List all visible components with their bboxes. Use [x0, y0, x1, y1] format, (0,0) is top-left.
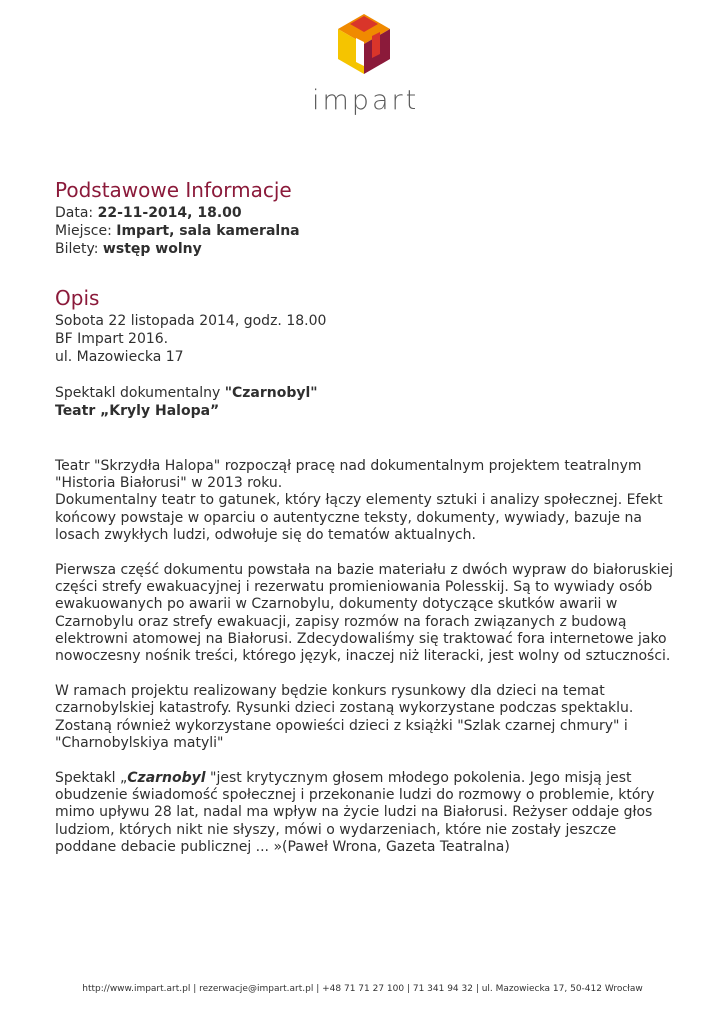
- p4-title: Czarnobyl: [127, 770, 206, 787]
- opis-venue-line: BF Impart 2016.: [55, 331, 169, 347]
- place-value: Impart, sala kameralna: [116, 223, 300, 239]
- tickets-line: Bilety: wstęp wolny: [55, 241, 202, 257]
- place-line: Miejsce: Impart, sala kameralna: [55, 223, 300, 239]
- footer-contact: http://www.impart.art.pl | rezerwacje@impart.art.pl | +48 71 71 27 100 | 71 341 94 32 | ul. Mazowiecka 17, 50-412 Wrocław: [82, 984, 643, 994]
- tickets-value: wstęp wolny: [102, 241, 202, 257]
- paragraph-2: Pierwsza część dokumentu powstała na bazie materiału z dwóch wypraw do białoruskiej części strefy ewakuacyjnej i rezerwatu promieniowania Polesskij. Są to wywiady osób ewakuowanych po awarii w Czarnobylu, dokumenty dotyczące skutków awarii w Czarnobylu oraz strefy ewakuacji, zapisy rozmów na forach związanych z budową elektrowni atomowej na Białorusi. Zdecydowaliśmy się traktować fora internetowe jako nowoczesny nośnik treści, którego język, inaczej niż literacki, jest wolny od sztuczności.: [55, 562, 674, 665]
- opis-heading: Opis: [55, 286, 100, 310]
- opis-date-line: Sobota 22 listopada 2014, godz. 18.00: [55, 313, 327, 329]
- document-content: [55, 176, 675, 856]
- teatr-line: Teatr „Kryly Halopa”: [55, 403, 220, 419]
- paragraph-1: Teatr "Skrzydła Halopa" rozpoczął pracę nad dokumentalnym projektem teatralnym "Historia Białorusi" w 2013 roku. Dokumentalny teatr to gatunek, który łączy elementy sztuki i analizy społecznej. Efekt końcowy powstaje w oparciu o autentyczne teksty, dokumenty, wywiady, bazuje na losach zwykłych ludzi, odwołuje się do tematów aktualnych.: [55, 458, 663, 543]
- spektakl-line: Spektakl dokumentalny "Czarnobyl": [55, 385, 318, 401]
- basic-info-heading: Podstawowe Informacje: [55, 178, 292, 202]
- date-value: 22-11-2014, 18.00: [97, 205, 242, 221]
- paragraph-4: Spektakl „Czarnobyl "jest krytycznym głosem młodego pokolenia. Jego misją jest obudzenie świadomość społecznej i przekonanie ludzi do rozmowy o problemie, który mimo upływu 28 lat, nadal ma wpływ na życie ludzi na Białorusi. Reżyser oddaje głos ludziom, których nikt nie słyszy, mówi o wydarzeniach, które nie zostały jeszcze poddane debacie publicznej ... »(Paweł Wrona, Gazeta Teatralna): [55, 770, 655, 855]
- date-line: Data: 22-11-2014, 18.00: [55, 205, 242, 221]
- spektakl-title: "Czarnobyl": [224, 385, 318, 401]
- opis-address-line: ul. Mazowiecka 17: [55, 349, 184, 365]
- impart-cube-icon: [338, 14, 390, 74]
- paragraph-3: W ramach projektu realizowany będzie konkurs rysunkowy dla dzieci na temat czarnobylskiej katastrofy. Rysunki dzieci zostaną wykorzystane podczas spektaklu. Zostaną również wykorzystane opowieści dzieci z książki "Szlak czarnej chmury" i "Charnobylskiya matyli": [55, 683, 634, 751]
- logo-wordmark: impart: [312, 85, 420, 116]
- impart-logo[interactable]: [312, 14, 420, 116]
